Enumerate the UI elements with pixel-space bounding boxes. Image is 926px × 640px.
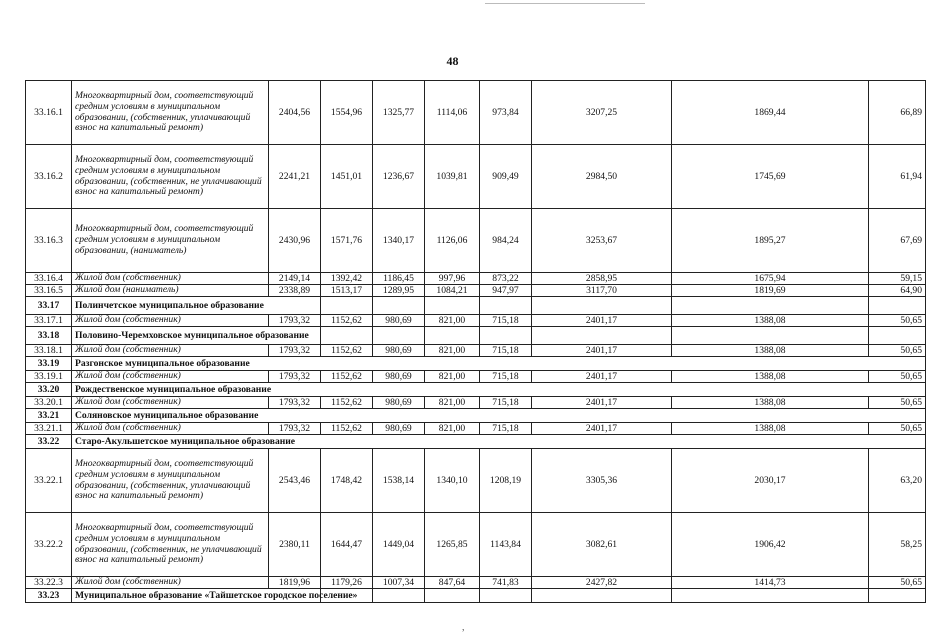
value-cell: 715,18 [480,397,532,409]
value-cell: 847,64 [425,577,480,589]
section-title: Рождественское муниципальное образование [72,383,926,397]
table-row [26,423,926,435]
value-cell: 821,00 [425,315,480,327]
empty-cell [869,589,926,603]
table-body [26,81,926,603]
row-description: Жилой дом (собственник) [72,371,269,383]
table-row [26,81,926,145]
row-description: Жилой дом (собственник) [72,423,269,435]
empty-cell [480,327,532,345]
value-cell: 1325,77 [373,81,425,145]
value-cell: 1340,10 [425,449,480,513]
value-cell: 2984,50 [532,145,672,209]
value-cell: 1084,21 [425,285,480,297]
section-row [26,589,926,603]
value-cell: 2401,17 [532,423,672,435]
table-row [26,577,926,589]
empty-cell [869,327,926,345]
value-cell: 50,65 [869,315,926,327]
value-cell: 1451,01 [321,145,373,209]
row-code: 33.22.2 [26,513,72,577]
section-title: Разгонское муниципальное образование [72,357,926,371]
row-description: Многоквартирный дом, соответствующий средним условиям в муниципальном образовании, (наниматель) [72,209,269,273]
value-cell: 1392,42 [321,273,373,285]
value-cell: 50,65 [869,345,926,357]
section-row [26,435,926,449]
value-cell: 2030,17 [672,449,869,513]
value-cell: 2401,17 [532,315,672,327]
table-row [26,397,926,409]
tariff-table [25,80,926,603]
value-cell: 2380,11 [269,513,321,577]
table-row [26,273,926,285]
empty-cell [425,327,480,345]
value-cell: 1513,17 [321,285,373,297]
value-cell: 1388,08 [672,345,869,357]
value-cell: 1571,76 [321,209,373,273]
empty-cell [373,589,425,603]
value-cell: 2430,96 [269,209,321,273]
value-cell: 1152,62 [321,423,373,435]
value-cell: 909,49 [480,145,532,209]
value-cell: 1236,67 [373,145,425,209]
table-row [26,285,926,297]
value-cell: 1152,62 [321,397,373,409]
value-cell: 1745,69 [672,145,869,209]
value-cell: 1793,32 [269,345,321,357]
value-cell: 63,20 [869,449,926,513]
value-cell: 58,25 [869,513,926,577]
empty-cell [532,589,672,603]
value-cell: 715,18 [480,371,532,383]
value-cell: 2149,14 [269,273,321,285]
table-row [26,449,926,513]
section-code: 33.23 [26,589,72,603]
value-cell: 1644,47 [321,513,373,577]
row-description: Жилой дом (наниматель) [72,285,269,297]
section-title: Половино-Черемховское муниципальное образование [72,327,269,345]
empty-cell [672,327,869,345]
empty-cell [321,327,373,345]
value-cell: 1114,06 [425,81,480,145]
scan-mark: , [462,622,465,633]
table-row [26,371,926,383]
value-cell: 980,69 [373,315,425,327]
row-code: 33.18.1 [26,345,72,357]
value-cell: 67,69 [869,209,926,273]
value-cell: 1793,32 [269,423,321,435]
value-cell: 1388,08 [672,371,869,383]
section-title: Полинчетское муниципальное образование [72,297,269,315]
table-row [26,315,926,327]
value-cell: 947,97 [480,285,532,297]
empty-cell [672,589,869,603]
value-cell: 64,90 [869,285,926,297]
empty-cell [425,589,480,603]
row-code: 33.20.1 [26,397,72,409]
value-cell: 1869,44 [672,81,869,145]
value-cell: 3082,61 [532,513,672,577]
value-cell: 1906,42 [672,513,869,577]
section-row [26,327,926,345]
value-cell: 2401,17 [532,371,672,383]
value-cell: 1039,81 [425,145,480,209]
value-cell: 59,15 [869,273,926,285]
section-title: Муниципальное образование «Тайшетское городское поселение» [72,589,269,603]
section-row [26,297,926,315]
section-code: 33.20 [26,383,72,397]
value-cell: 1186,45 [373,273,425,285]
value-cell: 2401,17 [532,397,672,409]
row-code: 33.16.4 [26,273,72,285]
empty-cell [269,297,321,315]
value-cell: 3207,25 [532,81,672,145]
value-cell: 1554,96 [321,81,373,145]
empty-cell [672,297,869,315]
value-cell: 2858,95 [532,273,672,285]
section-code: 33.18 [26,327,72,345]
value-cell: 1265,85 [425,513,480,577]
section-row [26,357,926,371]
empty-cell [425,297,480,315]
empty-cell [373,297,425,315]
value-cell: 1152,62 [321,371,373,383]
value-cell: 973,84 [480,81,532,145]
value-cell: 1007,34 [373,577,425,589]
value-cell: 1895,27 [672,209,869,273]
value-cell: 980,69 [373,345,425,357]
value-cell: 2404,56 [269,81,321,145]
value-cell: 821,00 [425,371,480,383]
empty-cell [480,589,532,603]
value-cell: 3305,36 [532,449,672,513]
value-cell: 997,96 [425,273,480,285]
table-row [26,209,926,273]
value-cell: 1793,32 [269,371,321,383]
value-cell: 741,83 [480,577,532,589]
row-description: Жилой дом (собственник) [72,345,269,357]
row-code: 33.21.1 [26,423,72,435]
value-cell: 1388,08 [672,315,869,327]
row-code: 33.16.2 [26,145,72,209]
value-cell: 980,69 [373,397,425,409]
value-cell: 3117,70 [532,285,672,297]
value-cell: 50,65 [869,577,926,589]
section-row [26,383,926,397]
value-cell: 2543,46 [269,449,321,513]
value-cell: 1152,62 [321,315,373,327]
value-cell: 1819,69 [672,285,869,297]
value-cell: 980,69 [373,371,425,383]
value-cell: 2338,89 [269,285,321,297]
value-cell: 1793,32 [269,397,321,409]
value-cell: 1126,06 [425,209,480,273]
value-cell: 1748,42 [321,449,373,513]
value-cell: 2241,21 [269,145,321,209]
value-cell: 821,00 [425,397,480,409]
row-code: 33.22.1 [26,449,72,513]
value-cell: 1143,84 [480,513,532,577]
page-number: 48 [446,54,459,68]
row-description: Многоквартирный дом, соответствующий средним условиям в муниципальном образовании, (собственник, не уплачивающий взнос на капитальный ремонт) [72,145,269,209]
section-title: Соляновское муниципальное образование [72,409,926,423]
value-cell: 1449,04 [373,513,425,577]
value-cell: 1414,73 [672,577,869,589]
section-code: 33.22 [26,435,72,449]
value-cell: 873,22 [480,273,532,285]
value-cell: 1793,32 [269,315,321,327]
row-description: Жилой дом (собственник) [72,273,269,285]
section-code: 33.17 [26,297,72,315]
empty-cell [532,327,672,345]
section-row [26,409,926,423]
empty-cell [480,297,532,315]
value-cell: 715,18 [480,315,532,327]
value-cell: 50,65 [869,371,926,383]
row-code: 33.17.1 [26,315,72,327]
value-cell: 1152,62 [321,345,373,357]
section-title: Старо-Акульшетское муниципальное образование [72,435,926,449]
value-cell: 1538,14 [373,449,425,513]
section-code: 33.19 [26,357,72,371]
row-description: Многоквартирный дом, соответствующий средним условиям в муниципальном образовании, (собственник, уплачивающий взнос на капитальный ремонт) [72,449,269,513]
value-cell: 821,00 [425,423,480,435]
value-cell: 1289,95 [373,285,425,297]
value-cell: 50,65 [869,397,926,409]
row-code: 33.16.3 [26,209,72,273]
value-cell: 1340,17 [373,209,425,273]
table-row [26,513,926,577]
value-cell: 984,24 [480,209,532,273]
top-rule [485,3,645,4]
empty-cell [869,297,926,315]
value-cell: 66,89 [869,81,926,145]
value-cell: 821,00 [425,345,480,357]
empty-cell [321,297,373,315]
value-cell: 1208,19 [480,449,532,513]
row-description: Многоквартирный дом, соответствующий средним условиям в муниципальном образовании, (собственник, уплачивающий взнос на капитальный ремонт) [72,81,269,145]
value-cell: 1388,08 [672,423,869,435]
value-cell: 1388,08 [672,397,869,409]
row-description: Многоквартирный дом, соответствующий средним условиям в муниципальном образовании, (собственник, не уплачивающий взнос на капитальный ремонт) [72,513,269,577]
table-row [26,145,926,209]
row-description: Жилой дом (собственник) [72,315,269,327]
row-description: Жилой дом (собственник) [72,577,269,589]
value-cell: 2401,17 [532,345,672,357]
value-cell: 1179,26 [321,577,373,589]
row-code: 33.22.3 [26,577,72,589]
value-cell: 715,18 [480,423,532,435]
empty-cell [532,297,672,315]
value-cell: 1819,96 [269,577,321,589]
value-cell: 2427,82 [532,577,672,589]
row-code: 33.19.1 [26,371,72,383]
row-code: 33.16.1 [26,81,72,145]
value-cell: 1675,94 [672,273,869,285]
section-code: 33.21 [26,409,72,423]
row-description: Жилой дом (собственник) [72,397,269,409]
row-code: 33.16.5 [26,285,72,297]
value-cell: 980,69 [373,423,425,435]
value-cell: 61,94 [869,145,926,209]
value-cell: 50,65 [869,423,926,435]
empty-cell [373,327,425,345]
table-row [26,345,926,357]
value-cell: 3253,67 [532,209,672,273]
value-cell: 715,18 [480,345,532,357]
